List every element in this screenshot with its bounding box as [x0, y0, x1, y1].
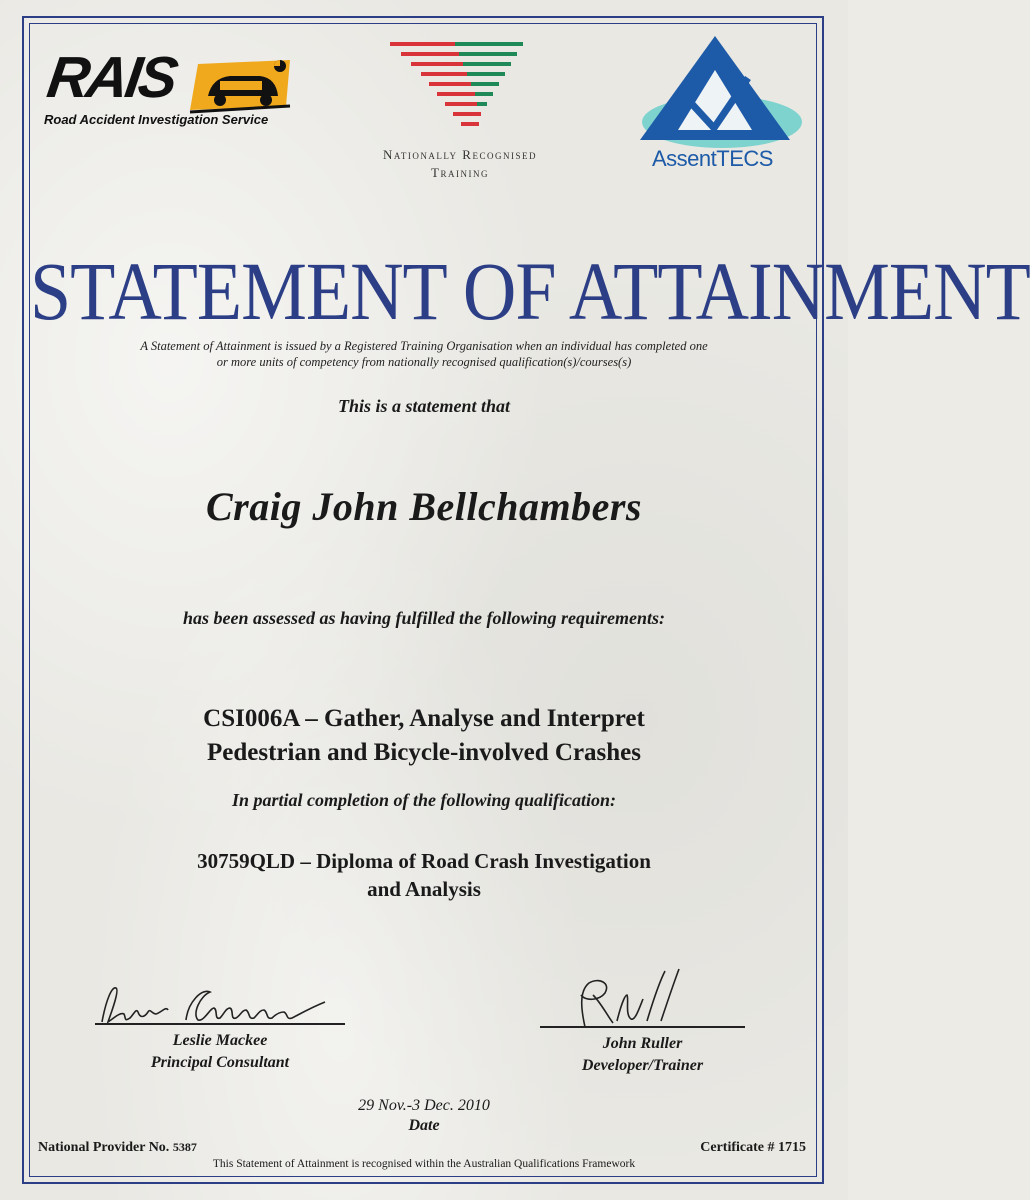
car-crash-icon	[190, 54, 290, 114]
provider-value: 5387	[172, 1140, 197, 1154]
signatory-2	[540, 1033, 745, 1077]
subtitle-line2: or more units of competency from nationally recognised qualification(s)/courses(s)	[216, 355, 632, 369]
rais-logo-subtitle: Road Accident Investigation Service	[44, 112, 269, 127]
signature-john-ruller	[555, 965, 695, 1035]
provider-label: National Provider No.	[38, 1140, 170, 1155]
signature-line-2	[540, 1026, 745, 1028]
rais-logo	[40, 40, 290, 135]
certificate-title: STATEMENT OF ATTAINMENT	[30, 246, 1030, 338]
signatory-2-name: John Ruller	[602, 1035, 683, 1052]
unit-line1: CSI006A – Gather, Analyse and Interpret	[203, 705, 645, 732]
certificate-number	[700, 1140, 806, 1156]
qualification-line2: and Analysis	[367, 877, 481, 901]
date-value: 29 Nov.-3 Dec. 2010	[358, 1097, 490, 1114]
certificate-label: Certificate #	[700, 1140, 775, 1155]
certificate-subtitle	[60, 338, 788, 370]
signatory-1-name: Leslie Mackee	[172, 1032, 268, 1049]
assent-triangle-icon	[640, 30, 805, 150]
signature-line-1	[95, 1023, 345, 1025]
provider-number	[38, 1140, 197, 1156]
footer-text: This Statement of Attainment is recognised within the Australian Qualifications Framework	[212, 1158, 636, 1170]
nrt-stripes-icon	[355, 38, 565, 142]
nrt-line2: Training	[431, 165, 489, 180]
unit-of-competency	[30, 702, 818, 770]
rais-logo-word: RAIS	[43, 45, 180, 110]
certificate-value: 1715	[778, 1140, 806, 1155]
date-label: Date	[408, 1117, 440, 1134]
signatory-2-role: Developer/Trainer	[581, 1057, 704, 1074]
nrt-logo-text	[355, 146, 565, 182]
subtitle-line1: A Statement of Attainment is issued by a Registered Training Organisation when an individual has completed one	[140, 339, 708, 353]
assent-logo	[640, 30, 805, 180]
qualification-line1: 30759QLD – Diploma of Road Crash Investigation	[197, 849, 651, 873]
recipient-name: Craig John Bellchambers	[205, 484, 642, 529]
lead-text: This is a statement that	[337, 396, 511, 416]
assessed-text: has been assessed as having fulfilled the following requirements:	[182, 608, 666, 628]
assent-logo-word: AssentTECS	[652, 146, 773, 171]
unit-line2: Pedestrian and Bicycle-involved Crashes	[206, 739, 641, 766]
partial-completion-text: In partial completion of the following qualification:	[231, 790, 617, 810]
signatory-1	[95, 1030, 345, 1074]
nrt-logo	[355, 38, 565, 188]
qualification	[30, 847, 818, 903]
nrt-line1: Nationally Recognised	[383, 147, 537, 162]
signatory-1-role: Principal Consultant	[150, 1054, 290, 1071]
